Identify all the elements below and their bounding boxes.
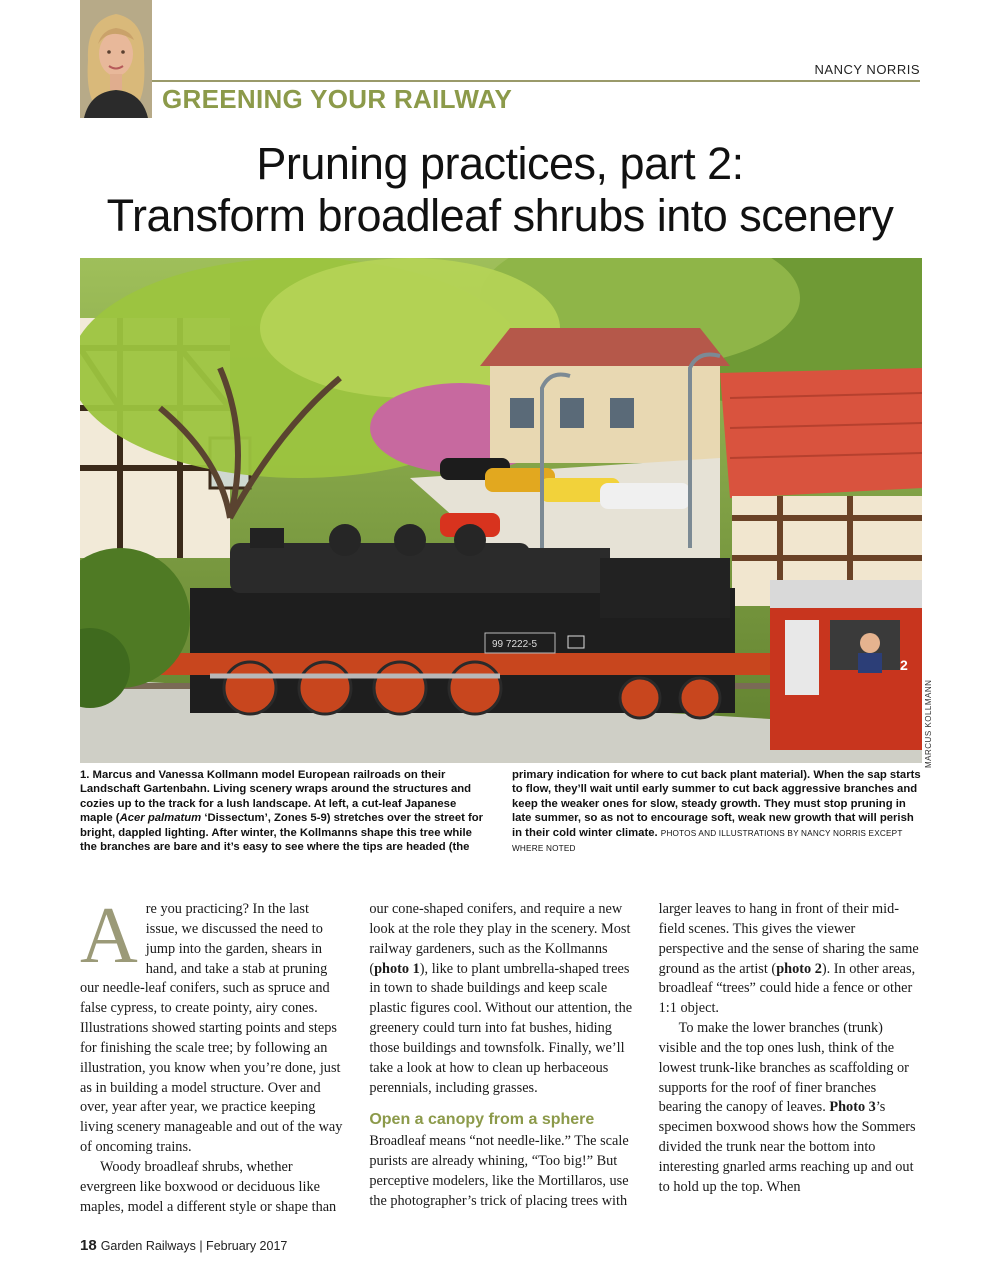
article-body <box>80 892 922 1220</box>
header-rule <box>152 80 920 82</box>
paragraph-1 <box>80 892 343 1158</box>
caption-italic: Acer palmatum <box>119 812 202 825</box>
department-title: GREENING YOUR RAILWAY <box>162 84 513 114</box>
section-subhead: Open a canopy from a sphere <box>369 1111 595 1129</box>
paragraph-3-text: Broadleaf means “not needle-like.” The scale purists are already whining, “Too big!” But perceptive modelers, like the Mortillaros, use the photographer’s trick of placing trees with larger leaves to hang in front of their mid-field scenes. This gives the viewer perspective and the sense of sharing the same ground as the artist ( <box>369 901 919 1209</box>
paragraph-4 <box>659 1019 922 1198</box>
headline-line-1: Pruning practices, part 2: <box>256 138 744 189</box>
paragraph-1-text: re you practicing? In the last issue, we discussed the need to jump into the garden, shears in hand, and take a stab at pruning our needle-leaf conifers, such as spruce and false cypress, to create pointy, airy cones. Illustrations showed starting points and steps for finishing the scale tree; by following an illustration, you know when you’re done, just as in building a model structure. Over and over, year after year, we practice keeping living scenery manageable and out of the way of oncoming trains. <box>80 901 343 1156</box>
caption-text-1: 1. Marcus and Vanessa Kollmann model European railroads on their Landschaft Gartenbahn. Living scenery wraps around the structures and cozies up to the track for a lush landscape. At left, a cut-leaf Japanese maple ( <box>80 769 472 825</box>
locomotive-number: 99 7222-5 <box>492 639 538 650</box>
page-footer <box>80 1237 287 1254</box>
photo-caption <box>80 768 922 856</box>
photo-2-ref: photo 2 <box>776 960 822 977</box>
lead-photo-image <box>80 258 922 763</box>
paragraph-3-end: ). In other areas, broadleaf “trees” could hide a fence or other 1:1 object. <box>658 960 916 1017</box>
article-headline <box>60 138 940 242</box>
car-number: 2 <box>900 657 908 673</box>
author-portrait-image <box>80 0 152 118</box>
drop-cap: A <box>80 892 138 980</box>
photo-3-ref: Photo 3 <box>829 1099 876 1116</box>
photo-credit: MARCUS KOLLMANN <box>924 679 933 768</box>
publication-info: Garden Railways | February 2017 <box>100 1239 288 1253</box>
caption-text-2: ‘Dissectum’, Zones 5-9) stretches over the street for bright, dappled lighting. After winter, the Kollmanns shape this tree while the branches are bare and it’s easy to see where the tips are headed (the primary indication for where to cut back plant material). When the sap starts to flow, they’ll wait until early summer to cut back aggressive branches and keep the weaker ones for slow, steady growth. They must stop pruning in late summer, so as not to encourage soft, weak new growth that will perish in their cold winter climate. <box>80 769 921 854</box>
paragraph-2-text: Woody broadleaf shrubs, whether evergreen like boxwood or deciduous like maples, model a different style or shape than our cone-shaped conifers, and require a new look at the role they play in the scenery. Most railway gardeners, such as the Kollmanns ( <box>80 901 631 1215</box>
author-portrait <box>80 0 152 118</box>
paragraph-4-end: ’s specimen boxwood shows how the Sommers divided the trunk near the bottom into interesting gnarled arms reaching up and out to hold up the top. When <box>658 1099 916 1195</box>
paragraph-2-end: ), like to plant umbrella-shaped trees in town to shade buildings and keep scale plastic figures cool. Without our attention, the greenery could turn into fat bushes, hiding those buildings and townsfolk. Finally, we’ll take a look at how to clean up herbaceous perennials, including grasses. <box>369 960 633 1096</box>
paragraph-4-text: To make the lower branches (trunk) visible and the top ones lush, think of the lowest trunk-like branches as scaffolding or supports for the roof of finer branches bearing the canopy of leaves. <box>658 1020 909 1116</box>
author-name: NANCY NORRIS <box>814 62 920 77</box>
headline-line-2: Transform broadleaf shrubs into scenery <box>106 190 894 241</box>
photo-1-ref: photo 1 <box>374 960 420 977</box>
lead-photo <box>80 258 922 763</box>
photo-credit-line: PHOTOS AND ILLUSTRATIONS BY NANCY NORRIS EXCEPT WHERE NOTED <box>512 828 903 854</box>
page-number: 18 <box>80 1237 97 1254</box>
